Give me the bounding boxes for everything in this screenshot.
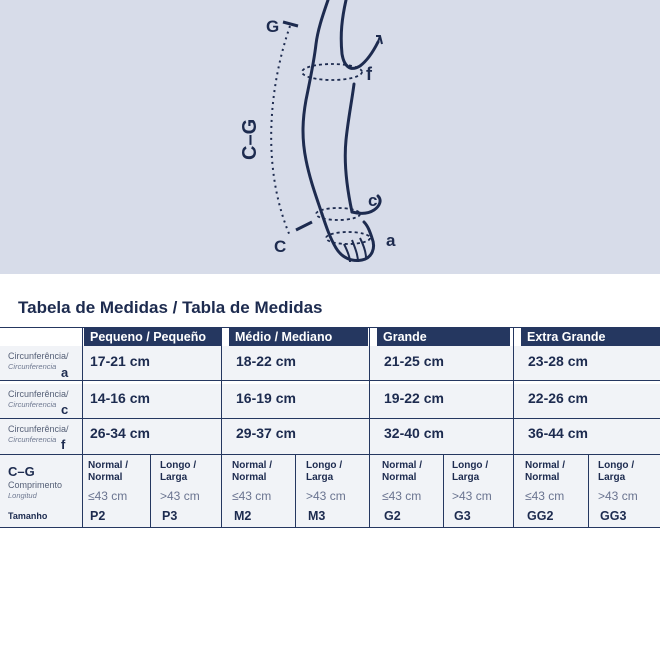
size-code: G3 <box>454 509 471 523</box>
row-a-xl-value: 23-28 cm <box>528 353 588 369</box>
column-header-extra-large: Extra Grande <box>521 327 660 346</box>
label-g: G <box>266 17 280 36</box>
size-cell-line1: Longo / <box>598 460 635 471</box>
size-cell-length: ≤43 cm <box>88 489 128 503</box>
size-cell-length: >43 cm <box>452 489 492 503</box>
size-cell-line2: Larga <box>160 472 188 483</box>
label-c: C <box>274 237 287 256</box>
size-cell-length: ≤43 cm <box>382 489 422 503</box>
size-cell-line1: Longo / <box>452 460 489 471</box>
size-cell-length: >43 cm <box>306 489 346 503</box>
row-f-large-value: 32-40 cm <box>384 425 444 441</box>
page-title: Tabela de Medidas / Tabla de Medidas <box>18 298 323 317</box>
label-a: a <box>386 231 396 250</box>
arm-diagram <box>0 0 660 274</box>
column-header-small: Pequeno / Pequeño <box>84 327 221 346</box>
column-header-medium: Médio / Mediano <box>229 327 368 346</box>
row-a-large-value: 21-25 cm <box>384 353 444 369</box>
size-cell-line1: Normal / <box>88 460 129 471</box>
column-header-large: Grande <box>377 327 510 346</box>
size-cell-length: >43 cm <box>598 489 638 503</box>
size-cell-line1: Normal / <box>232 460 273 471</box>
row-f-small-value: 26-34 cm <box>90 425 150 441</box>
row-f-sublabel: Circunferencia <box>8 435 57 444</box>
arm-illustration <box>0 0 660 274</box>
row-c-label: Circunferência/ <box>8 389 69 399</box>
length-label: Comprimento <box>8 480 63 490</box>
label-cg: C–G <box>239 118 261 160</box>
row-a-label: Circunferência/ <box>8 351 69 361</box>
size-code: P3 <box>162 509 178 523</box>
row-c-sublabel: Circunferencia <box>8 400 57 409</box>
row-a-sublabel: Circunferencia <box>8 362 57 371</box>
size-cell-line1: Normal / <box>382 460 423 471</box>
size-code: G2 <box>384 509 401 523</box>
length-sublabel: Longitud <box>8 491 37 500</box>
size-cell-line2: Normal <box>88 472 123 483</box>
size-code: P2 <box>90 509 106 523</box>
length-letter: C–G <box>8 464 35 479</box>
row-c-xl-value: 22-26 cm <box>528 390 588 406</box>
row-a-letter: a <box>61 365 69 380</box>
row-f-label: Circunferência/ <box>8 424 69 434</box>
size-code: M3 <box>308 509 326 523</box>
size-cell-length: ≤43 cm <box>525 489 565 503</box>
size-cell-line2: Larga <box>306 472 334 483</box>
size-cell-line2: Normal <box>525 472 560 483</box>
row-f-letter: f <box>61 437 66 452</box>
size-cell-line1: Longo / <box>160 460 197 471</box>
row-a-medium-value: 18-22 cm <box>236 353 296 369</box>
size-cell-length: >43 cm <box>160 489 200 503</box>
size-cell-line1: Normal / <box>525 460 566 471</box>
size-cell-line2: Normal <box>382 472 417 483</box>
row-c-small-value: 14-16 cm <box>90 390 150 406</box>
row-c-large-value: 19-22 cm <box>384 390 444 406</box>
size-code: M2 <box>234 509 252 523</box>
label-f: f <box>366 64 372 84</box>
size-cell-line2: Normal <box>232 472 267 483</box>
row-a-small-value: 17-21 cm <box>90 353 150 369</box>
label-c-small: c <box>368 191 378 210</box>
size-code: GG2 <box>527 509 554 523</box>
row-c-letter: c <box>61 402 69 417</box>
size-cell-line1: Longo / <box>306 460 343 471</box>
size-cell-line2: Larga <box>598 472 626 483</box>
row-f-medium-value: 29-37 cm <box>236 425 296 441</box>
row-f-xl-value: 36-44 cm <box>528 425 588 441</box>
size-cell-line2: Larga <box>452 472 480 483</box>
size-cell-length: ≤43 cm <box>232 489 272 503</box>
row-c-medium-value: 16-19 cm <box>236 390 296 406</box>
size-label: Tamanho <box>8 511 48 521</box>
size-code: GG3 <box>600 509 627 523</box>
